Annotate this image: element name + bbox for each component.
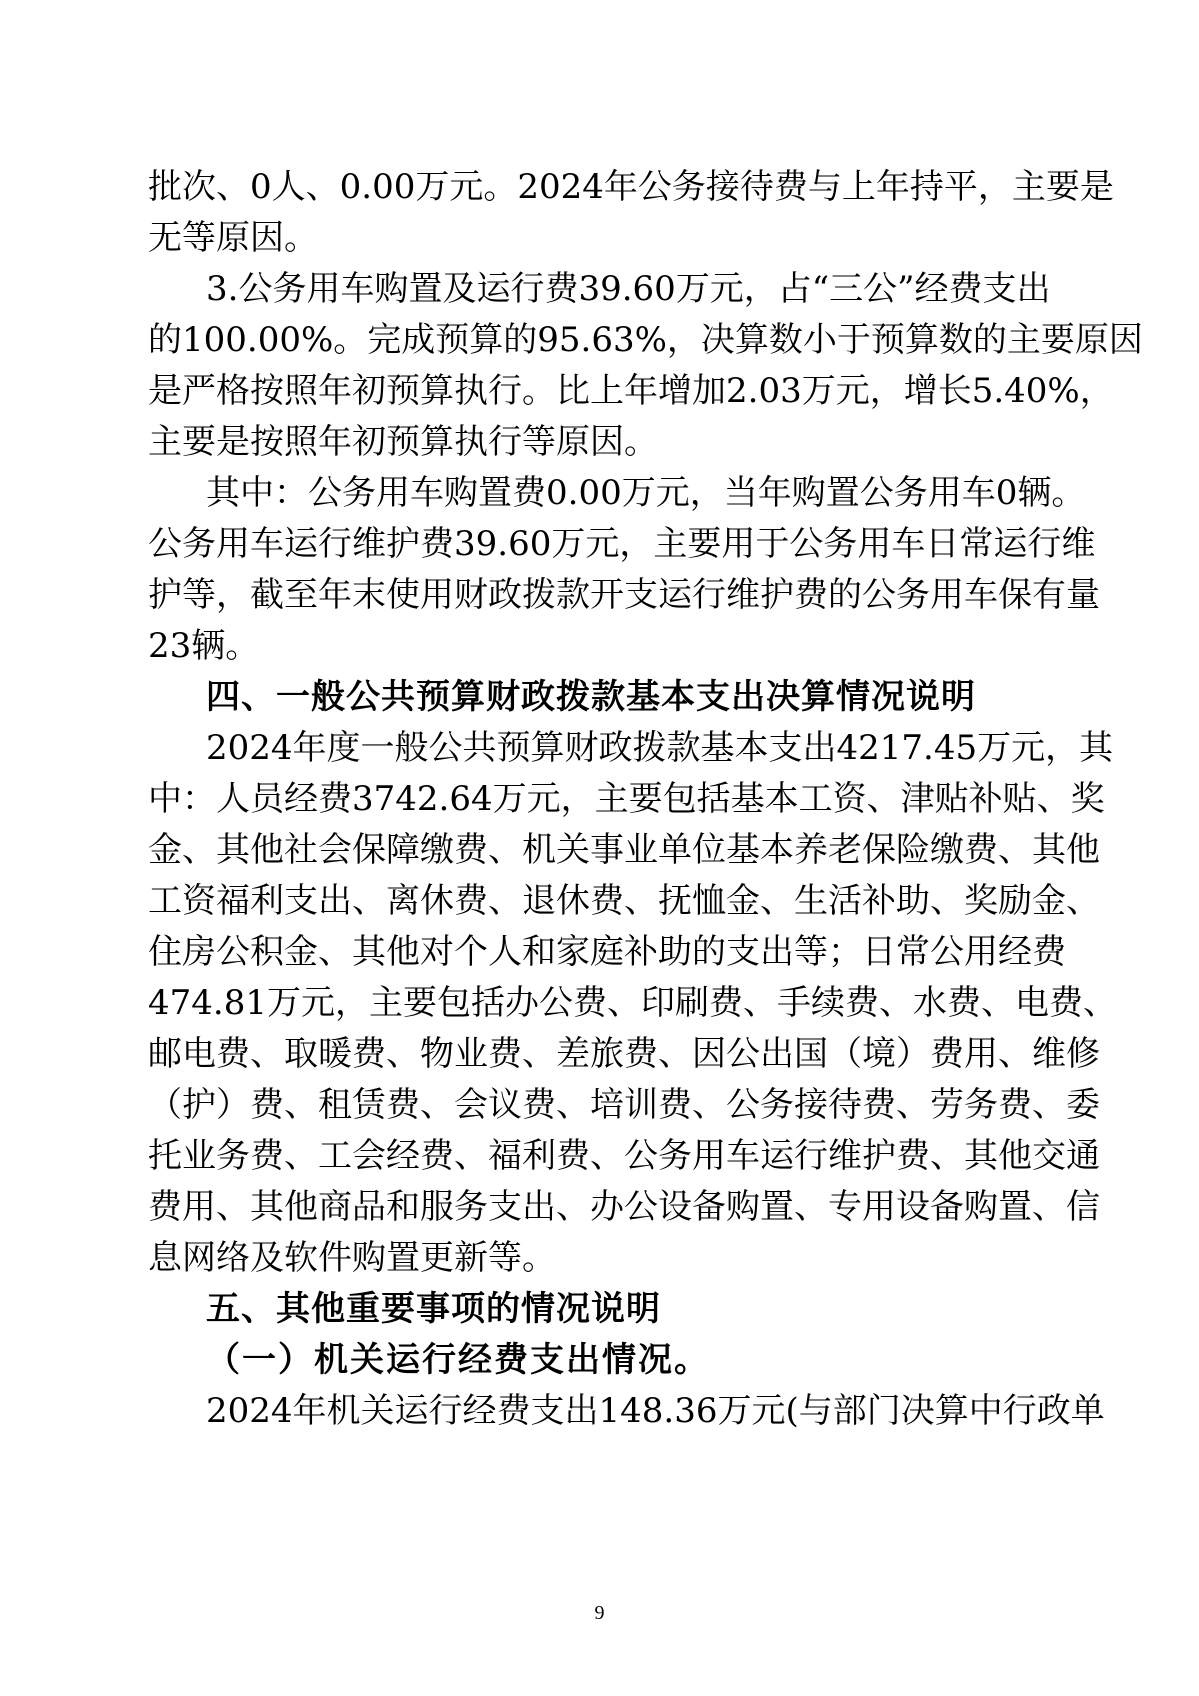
- paragraph-line: 公务用车运行维护费39.60万元，主要用于公务用车日常运行维: [148, 524, 1096, 564]
- paragraph-line: （护）费、租赁费、会议费、培训费、公务接待费、劳务费、委: [148, 1085, 1100, 1125]
- paragraph-line: 护等，截至年末使用财政拨款开支运行维护费的公务用车保有量: [148, 575, 1100, 615]
- page-number: 9: [594, 1602, 605, 1624]
- paragraph-line: 2024年度一般公共预算财政拨款基本支出4217.45万元，其: [206, 728, 1114, 768]
- paragraph-line: 474.81万元，主要包括办公费、印刷费、手续费、水费、电费、: [148, 983, 1117, 1023]
- section-heading-5: 五、其他重要事项的情况说明: [206, 1289, 661, 1329]
- paragraph-line: 其中：公务用车购置费0.00万元，当年购置公务用车0辆。: [206, 473, 1086, 513]
- paragraph-line: 工资福利支出、离休费、退休费、抚恤金、生活补助、奖励金、: [148, 881, 1100, 921]
- paragraph-line: 中：人员经费3742.64万元，主要包括基本工资、津贴补贴、奖: [148, 779, 1105, 819]
- paragraph-line: 金、其他社会保障缴费、机关事业单位基本养老保险缴费、其他: [148, 830, 1100, 870]
- paragraph-line: 托业务费、工会经费、福利费、公务用车运行维护费、其他交通: [148, 1136, 1100, 1176]
- paragraph-line: 的100.00%。完成预算的95.63%，决算数小于预算数的主要原因: [148, 320, 1143, 360]
- paragraph-line: 住房公积金、其他对个人和家庭补助的支出等；日常公用经费: [148, 932, 1066, 972]
- paragraph-line: 23辆。: [148, 626, 260, 666]
- paragraph-line: 费用、其他商品和服务支出、办公设备购置、专用设备购置、信: [148, 1187, 1100, 1227]
- paragraph-line: 息网络及软件购置更新等。: [148, 1238, 556, 1278]
- paragraph-line: 邮电费、取暖费、物业费、差旅费、因公出国（境）费用、维修: [148, 1034, 1100, 1074]
- section-heading-4: 四、一般公共预算财政拨款基本支出决算情况说明: [206, 677, 976, 717]
- paragraph-line: 是严格按照年初预算执行。比上年增加2.03万元，增长5.40%，: [148, 371, 1114, 411]
- paragraph-line: 无等原因。: [148, 218, 318, 258]
- paragraph-line: 3.公务用车购置及运行费39.60万元，占“三公”经费支出: [206, 269, 1051, 309]
- paragraph-line: 主要是按照年初预算执行等原因。: [148, 422, 658, 462]
- subsection-heading: （一）机关运行经费支出情况。: [206, 1340, 710, 1380]
- paragraph-line: 2024年机关运行经费支出148.36万元(与部门决算中行政单: [206, 1391, 1105, 1431]
- paragraph-line: 批次、0人、0.00万元。2024年公务接待费与上年持平，主要是: [148, 167, 1114, 207]
